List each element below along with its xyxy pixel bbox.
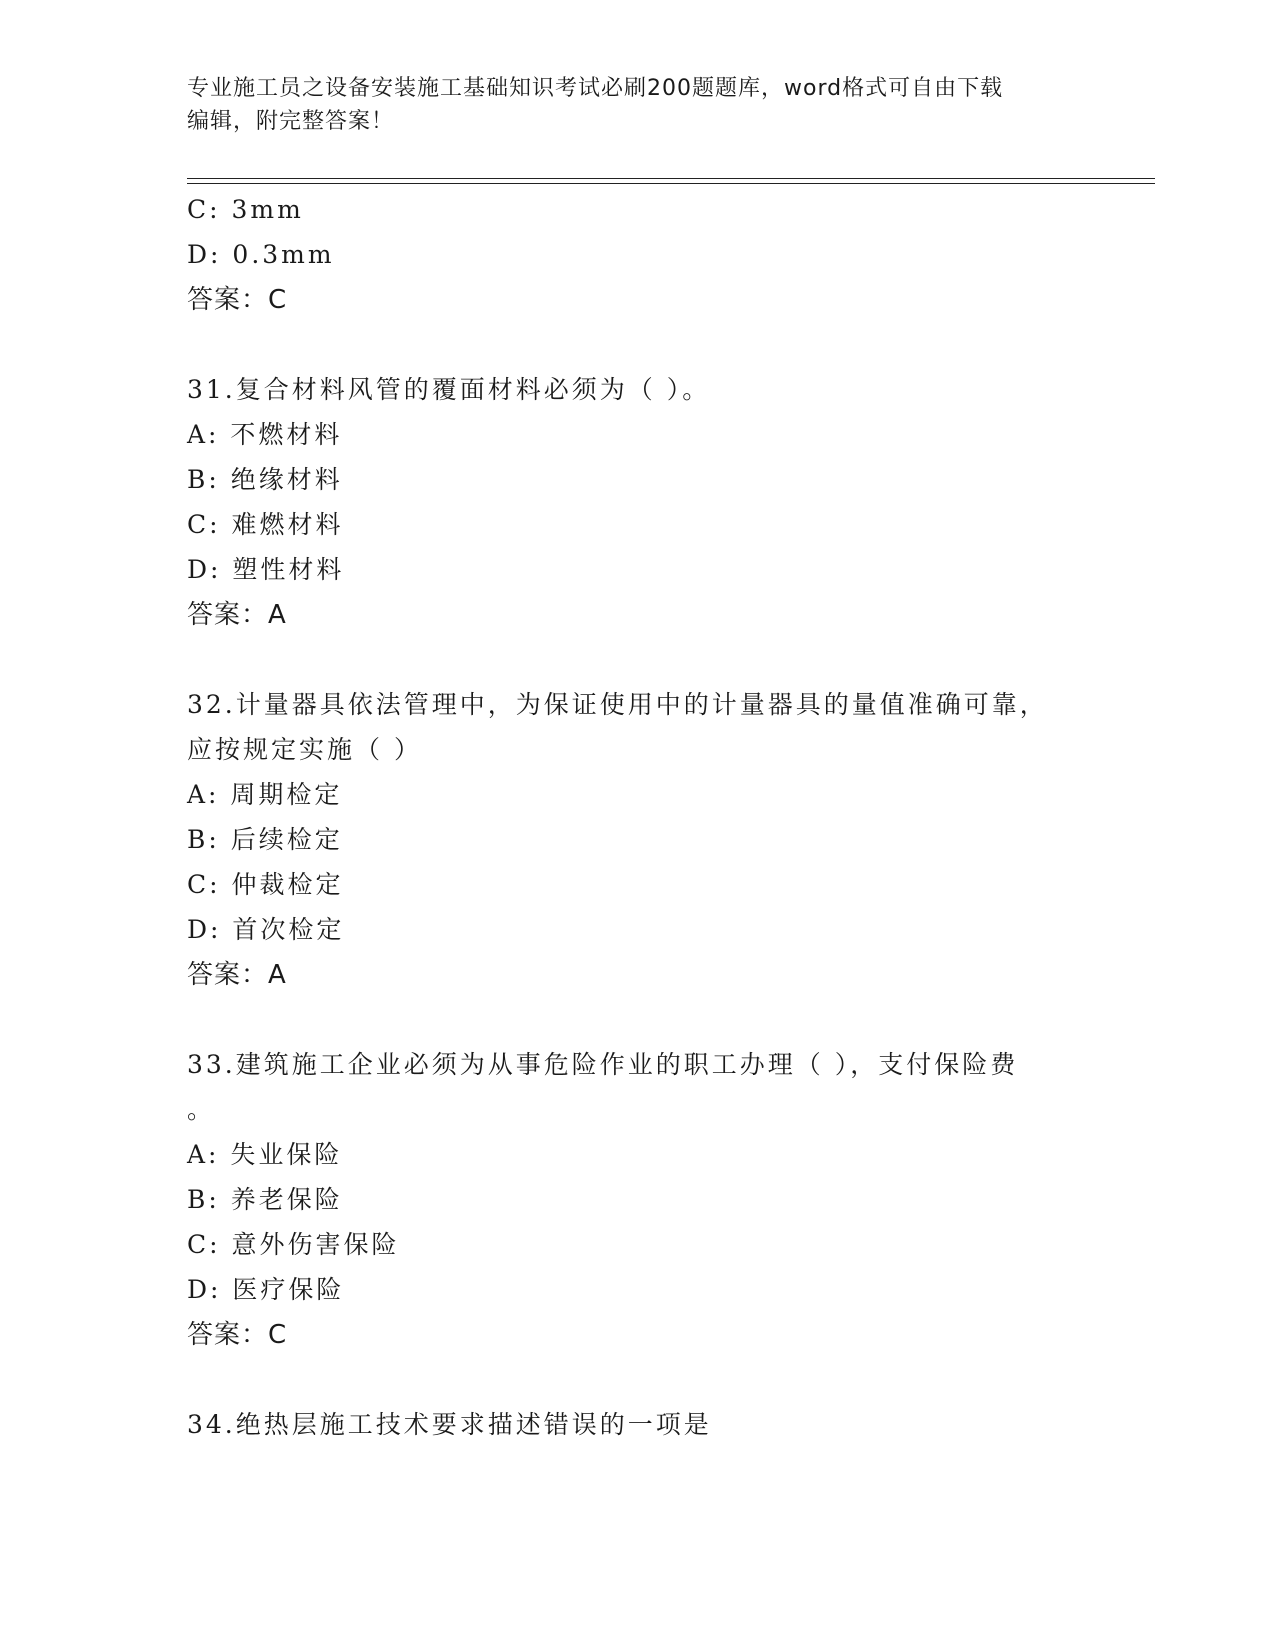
q31-stem: 31.复合材料风管的覆面材料必须为（ ）。	[187, 375, 711, 404]
q32-stem-line-2: 应按规定实施（ ）	[187, 735, 422, 764]
q33-stem-line-1: 33.建筑施工企业必须为从事危险作业的职工办理（ ），支付保险费	[187, 1050, 1019, 1079]
q30-option-d: D: 0.3mm	[187, 240, 335, 269]
q33-answer: 答案：C	[187, 1320, 288, 1350]
q33-stem-line-2: 。	[187, 1095, 216, 1124]
q32-option-a: A: 周期检定	[187, 780, 343, 809]
q30-answer: 答案：C	[187, 285, 288, 315]
document-header	[187, 72, 1067, 138]
q33-option-a: A: 失业保险	[187, 1140, 343, 1169]
header-divider-top	[187, 178, 1155, 179]
q31-option-b: B: 绝缘材料	[187, 465, 343, 494]
header-divider-bottom	[187, 183, 1155, 184]
q34-stem: 34.绝热层施工技术要求描述错误的一项是	[187, 1410, 712, 1439]
q31-option-a: A: 不燃材料	[187, 420, 343, 449]
q31-answer: 答案：A	[187, 600, 287, 630]
header-line-2: 编辑，附完整答案！	[187, 109, 395, 134]
q33-option-d: D: 医疗保险	[187, 1275, 345, 1304]
q33-option-c: C: 意外伤害保险	[187, 1230, 400, 1259]
header-line-1: 专业施工员之设备安装施工基础知识考试必刷200题题库，word格式可自由下载	[187, 76, 1004, 101]
q32-option-d: D: 首次检定	[187, 915, 345, 944]
q31-option-d: D: 塑性材料	[187, 555, 345, 584]
q33-option-b: B: 养老保险	[187, 1185, 343, 1214]
q30-option-c: C: 3mm	[187, 195, 304, 224]
q32-option-c: C: 仲裁检定	[187, 870, 344, 899]
q32-answer: 答案：A	[187, 960, 287, 990]
q32-option-b: B: 后续检定	[187, 825, 343, 854]
q31-option-c: C: 难燃材料	[187, 510, 344, 539]
q32-stem-line-1: 32.计量器具依法管理中，为保证使用中的计量器具的量值准确可靠，	[187, 690, 1048, 719]
